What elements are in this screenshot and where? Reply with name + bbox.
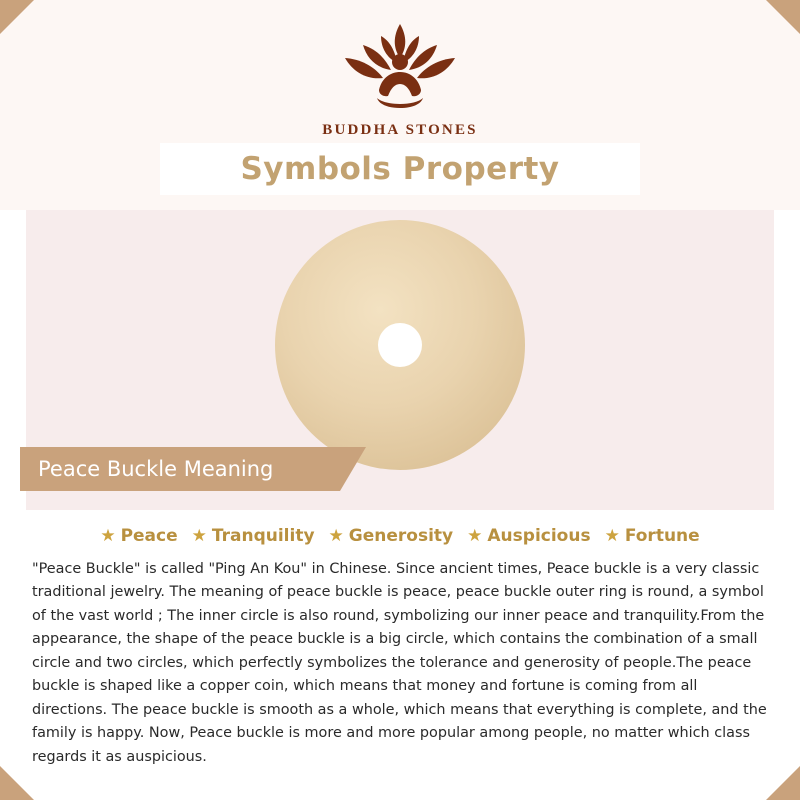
description-paragraph: "Peace Buckle" is called "Ping An Kou" in Chinese. Since ancient times, Peace buckle is a very classic traditional jewelry. The meaning of peace buckle is peace, peace buckle outer ring is round, a symbol of the vast world ; The inner circle is also round, symbolizing our inner peace and tranquility.From the appearance, the shape of the peace buckle is a big circle, which contains the combination of a small circle and two circles, which perfectly symbolizes the tolerance and generosity of people.The peace buckle is shaped like a copper coin, which means that money and fortune is coming from all directions. The peace buckle is smooth as a whole, which means that everything is complete, and the family is happy. Now, Peace buckle is more and more popular among people, no matter which class regards it as auspicious. — [32, 561, 767, 765]
star-icon: ★ — [100, 525, 116, 546]
corner-decoration-bottom-right — [766, 766, 800, 800]
brand-logo — [0, 18, 800, 139]
star-icon: ★ — [328, 525, 344, 546]
disc-outer-ring — [275, 220, 525, 470]
page-title-ribbon — [160, 143, 640, 195]
star-icon: ★ — [191, 525, 207, 546]
keyword-label: Fortune — [624, 526, 700, 546]
keyword-label: Generosity — [348, 526, 454, 546]
keyword-label: Peace — [120, 526, 178, 546]
section-banner-label: Peace Buckle Meaning — [38, 457, 274, 481]
keyword-label: Tranquility — [211, 526, 315, 546]
keyword-label: Auspicious — [487, 526, 591, 546]
keyword-item — [192, 526, 315, 546]
page-title: Symbols Property — [240, 151, 560, 187]
content-area — [0, 510, 800, 800]
section-banner-tail — [340, 447, 366, 491]
keyword-list — [0, 510, 800, 546]
keyword-item — [329, 526, 454, 546]
keyword-item — [100, 526, 177, 546]
peace-buckle-illustration — [0, 220, 800, 470]
corner-decoration-top-right — [766, 0, 800, 34]
disc-inner-hole — [378, 323, 422, 367]
corner-decoration-top-left — [0, 0, 34, 34]
lotus-meditation-icon — [315, 18, 485, 118]
section-banner — [20, 447, 340, 491]
keyword-item — [605, 526, 700, 546]
star-icon: ★ — [467, 525, 483, 546]
star-icon: ★ — [604, 525, 620, 546]
corner-decoration-bottom-left — [0, 766, 34, 800]
brand-name: BUDDHA STONES — [322, 122, 478, 138]
keyword-item — [467, 526, 590, 546]
